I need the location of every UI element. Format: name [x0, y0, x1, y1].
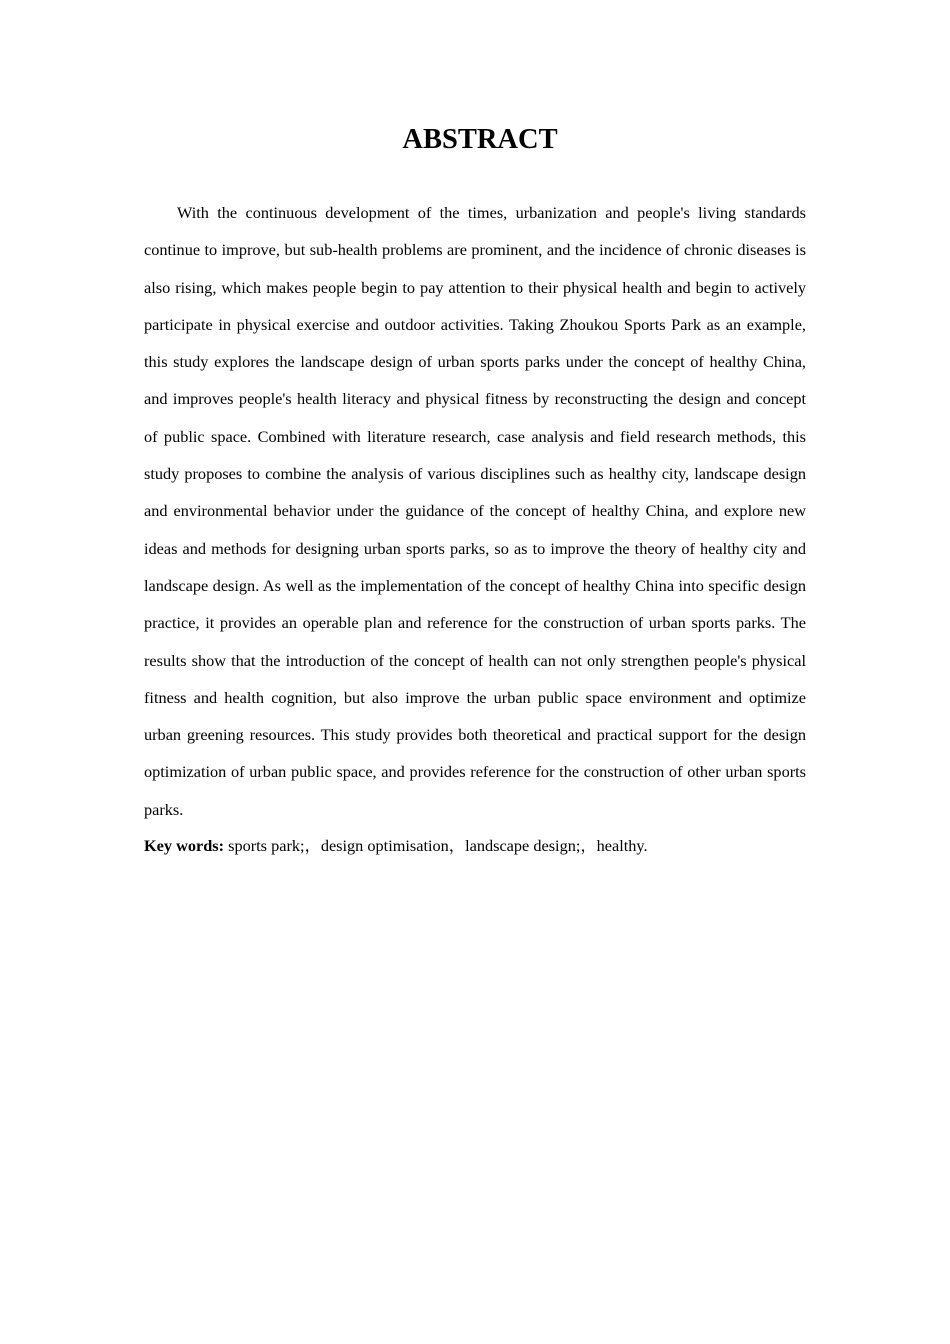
keywords-label: Key words: [144, 836, 225, 855]
abstract-paragraph: With the continuous development of the times, urbanization and people's living standards continue to improve, but sub-health problems are prominent, and the incidence of chronic diseases is also rising, which makes people begin to pay attention to their physical health and begin to actively participate in physical exercise and outdoor activities. Taking Zhoukou Sports Park as an example, this study explores the landscape design of urban sports parks under the concept of healthy China, and improves people's health literacy and physical fitness by reconstructing the design and concept of public space. Combined with literature research, case analysis and field research methods, this study proposes to combine the analysis of various disciplines such as healthy city, landscape design and environmental behavior under the guidance of the concept of healthy China, and explore new ideas and methods for designing urban sports parks, so as to improve the theory of healthy city and landscape design. As well as the implementation of the concept of healthy China into specific design practice, it provides an operable plan and reference for the construction of urban sports parks. The results show that the introduction of the concept of health can not only strengthen people's physical fitness and health cognition, but also improve the urban public space environment and optimize urban greening resources. This study provides both theoretical and practical support for the design optimization of urban public space, and provides reference for the construction of other urban sports parks. [144, 203, 806, 819]
page-title: ABSTRACT [402, 124, 558, 155]
keywords-text: sports park;，design optimisation，landscape design;，healthy. [224, 836, 648, 855]
keywords-line [144, 834, 806, 858]
